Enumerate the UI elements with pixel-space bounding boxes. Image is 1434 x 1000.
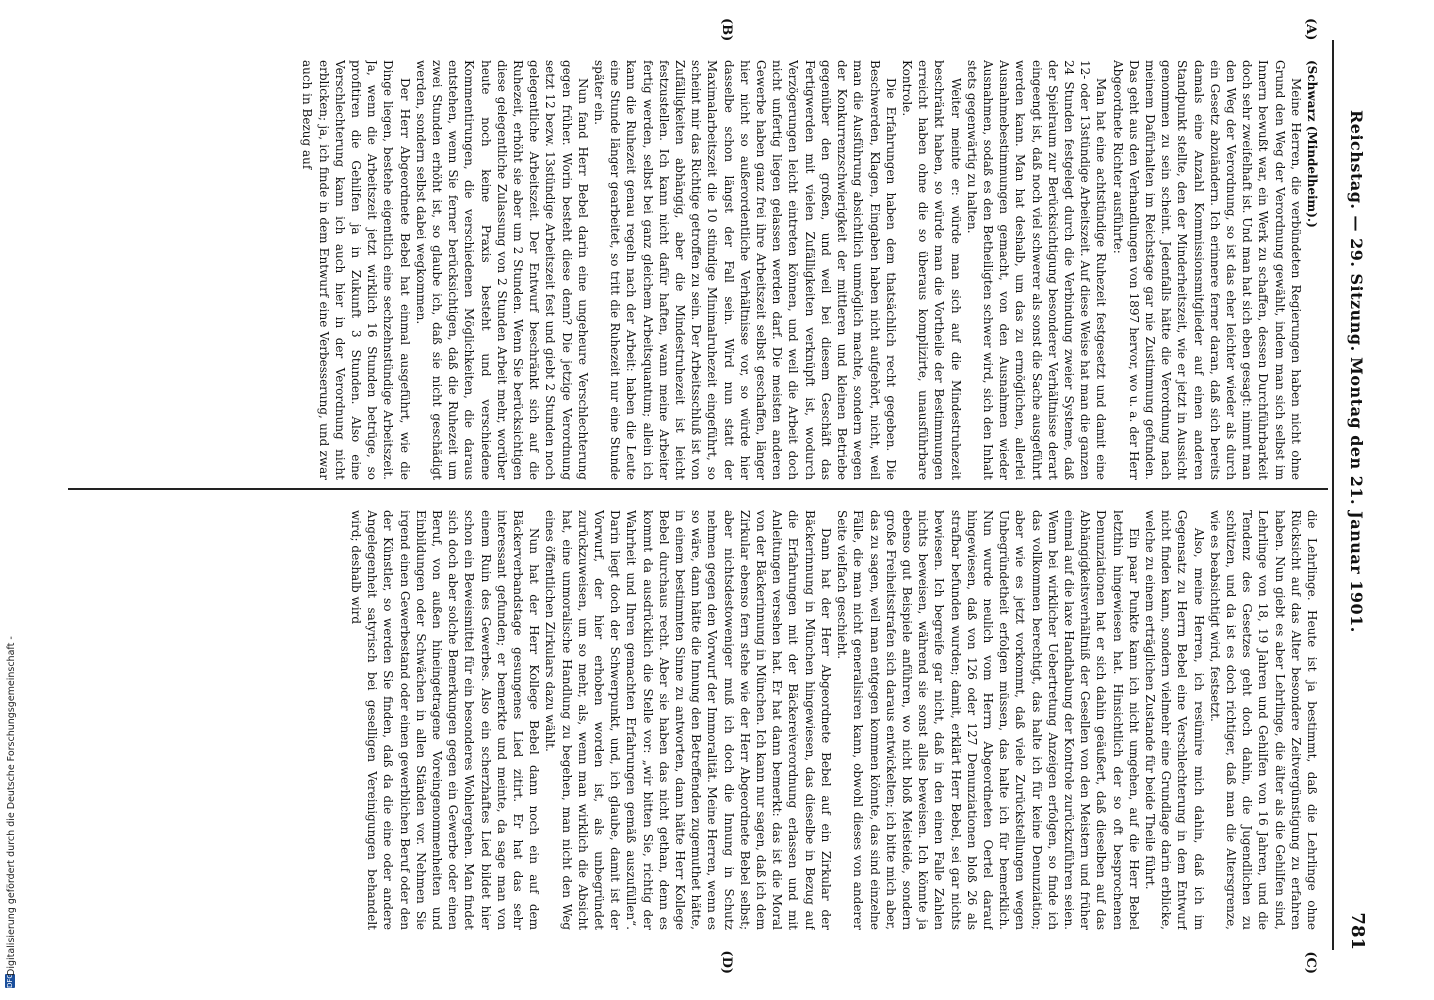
header-date: Montag den 21. Januar 1901. <box>1347 357 1366 633</box>
header-session: Reichstag. — 29. Sitzung. <box>1347 110 1366 352</box>
page-header <box>1332 40 1374 950</box>
paragraph: Dann hat der Herr Abgeordnete Bebel auf ein Zirkular der Bäckerinnung in München hingewiesen, das dieselbe in Bezug auf die Erfahrungen mit der Bäckereiverordnung erlassen und mit Anleitungen versehen hat. Er hat dann bemerkt: das ist die Moral von der Bäckerinnung in München. Ich kann nur sagen, daß ich dem Zirkular ebenso fern stehe wie der Herr Abgeordnete Bebel selbst; aber nichtsdestoweniger muß ich doch die Innung in Schutz nehmen gegen den Vorwurf der Immoralität. Meine Herren, wenn es so wäre, dann hätte die Innung den Betreffenden zugemuthet hätte, in einem bestimmten Sinne zu antworten, dann hätte Herr Kollege Bebel durchaus recht. Aber sie haben das nicht gethan, denn es kommt da ausdrücklich die Stelle vor: „wir bitten Sie, richtig der Wahrheit und Ihren gemachten Erfahrungen gemäß auszufüllen“. Darin liegt doch der Schwerpunkt, und, ich glaube, damit ist der Vorwurf, der hier erhoben worden ist, als unbegründet zurückzuweisen, um so mehr, als, wenn man wirklich die Absicht hat, eine unmoralische Handlung zu begehen, man nicht den Weg eines öffentlichen Zirkulars dazu wählt. <box>543 510 833 930</box>
paragraph: Meine Herren, die verbündeten Regierungen haben nicht ohne Grund den Weg der Verordnung gewählt, indem man sich selbst im Innern bewußt war, ein Werk zu schaffen, dessen Durchführbarkeit doch sehr zweifelhaft ist. Und man hat sich eben gesagt: nimmt man den Weg der Verordnung, so ist das eher leichter wieder als durch ein Gesetz abzuändern. Ich erinnere ferner daran, daß sich bereits damals eine Anzahl Kommissionsmitglieder auf einen anderen Standpunkt stellte, den der Minderheitszeit, wie er jetzt in Aussicht genommen zu sein scheint. Jedenfalls hätte die Verordnung nach meinem Dafürhalten im Reichstage gar nie Zustimmung gefunden. Das geht aus den Verhandlungen von 1897 hervor, wo u. a. der Herr Abgeordnete Richter ausführte: <box>1110 60 1303 480</box>
paragraph: Nun fand Herr Bebel darin eine ungeheure Verschlechterung gegen früher. Worin besteht diese denn? Die jetzige Verordnung setzt 12 bezw. 13stündige Arbeitszeit fest und giebt 2 Stunden noch gelegentliche Arbeitszeit. Der Entwurf beschränkt sich auf die Ruhezeit, erhöht sie aber um 2 Stunden. Wenn Sie berücksichtigen diese gelegentliche Zulassung von 2 Stunden Arbeit mehr, worüber heute noch keine Praxis besteht und verschiedene Kommentirungen, die verschiedenen Möglichkeiten, die daraus entstehen, wenn Sie ferner berücksichtigen, daß die Ruhezeit um zwei Stunden erhöht ist, so glaube ich, daß sie nicht geschädigt werden, sondern selbst dabei wegkommen. <box>413 60 590 480</box>
column-divider <box>68 488 1328 490</box>
paragraph: Die Erfahrungen haben dem thatsächlich recht gegeben. Die Beschwerden, Klagen, Eingaben haben nicht aufgehört, nicht, weil man die Ausführung absichtlich unmöglich machte, sondern wegen der Konkurrenzschwierigkeit der mittleren und kleinen Betriebe gegenüber den großen, und weil bei diesem Geschäft das Fertigwerden mit vielen Zufälligkeiten verknüpft ist, wodurch Verzögerungen leicht eintreten können, und weil die Arbeit doch nicht unfertig liegen gelassen werden darf. Die meisten anderen Gewerbe haben ganz frei ihre Arbeitszeit selbst geschaffen, länger hier nicht so außerordentliche Verhältnisse vor, so würde hier dasselbe schon längst der Fall sein. Wird nun statt der Maximalarbeitszeit die 10 stündige Minimalruhezeit eingeführt, so scheint mir das Richtige getroffen zu sein. Der Arbeitsschluß ist von Zufälligkeiten abhängig, aber die Mindestruhezeit ist leicht festzustellen. Ich kann nicht dafür haften, wann meine Arbeiter fertig werden, selbst bei ganz gleichem Arbeitsquantum; allein ich kann die Ruhezeit genau regeln nach der Arbeit: haben die Leute eine Stunde länger gearbeitet, so tritt die Ruhezeit nur eine Stunde später ein. <box>592 60 898 480</box>
margin-marker-c: (C) <box>1303 951 1318 974</box>
margin-marker-d: (D) <box>719 950 734 974</box>
digitization-credit <box>0 0 30 1000</box>
paragraph: Ein paar Punkte kann ich nicht umgehen, auf die Herr Bebel letzthin hingewiesen hat. Hinsichtlich der so oft besprochenen Denunziationen hat er sich dahin geäußert, daß dieselben auf das Abhängigkeitsverhältniß der Gesellen von den Meistern und früher einmal auf die laxe Handhabung der Kontrole zurückzuführen seien. Wenn bei wirklicher Uebertretung Anzeigen erfolgen, so finde ich das vollkommen berechtigt, das halte ich für keine Denunziation; aber wie es jetzt vorkommt, daß viele Zurückstellungen wegen Unbegründetheit erfolgen müssen, das halte ich für bemerklich. Nun wurde neulich vom Herrn Abgeordneten Oertel darauf hingewiesen, daß von 126 oder 127 Denunziationen bloß 26 als strafbar befunden wurden; damit, erklärt Herr Bebel, sei gar nichts bewiesen. Ich begreife gar nicht, daß in den einen Falle Zahlen nichts beweisen, während sie sonst alles beweisen. Ich könnte ja ebenso gut Beispiele anführen, wo nicht bloß Meisteide, sondern große Freiheitsstrafen sich daraus entwickelten; ich bitte mich aber, das zu sagen, weil man entgegen kommen könnte, das sind einzelne Fälle, die man nicht generalisiren kann, obwohl dieses von anderer Seite vielfach geschieht. <box>835 510 1141 930</box>
margin-marker-b: (B) <box>719 18 734 42</box>
page-number: 781 <box>1347 912 1368 950</box>
margin-marker-a: (A) <box>1303 18 1318 41</box>
paragraph: Der Herr Abgeordnete Bebel hat einmal ausgeführt, wie die Dinge liegen, bestehe eigentlich eine sechzehnstündige Arbeitszeit. Ja, wenn die Arbeitszeit jetzt wirklich 16 Stunden betrüge, so profitiren die Gehilfen ja in Zukunft 3 Stunden. Also eine Verschlechterung kann ich auch hier in der Verordnung nicht erblicken; ja, ich finde in dem Entwurf eine Verbesserung, und zwar auch in Bezug auf <box>300 60 412 480</box>
paragraph: Also, meine Herren, ich resümire mich dahin, daß ich im Gegensatz zu Herrn Bebel eine Verschlechterung in dem Entwurf nicht finden kann, sondern vielmehr eine Grundlage darin erblicke, welche zu einem erträglichen Zustande für beide Theile führt. <box>1142 510 1206 930</box>
left-column <box>90 60 1320 480</box>
credit-text: Digitalisierung gefördert durch die Deutsche Forschungsgemeinschaft - <box>6 636 17 976</box>
paragraph: Man hat eine achtstündige Ruhezeit festgesetzt und damit eine 12- oder 13stündige Arbeitszeit. Auf diese Weise hat man die ganzen 24 Stunden festgelegt durch die Verbindung zweier Systeme, daß der Spielraum zur Berücksichtigung besonderer Verhältnisse derart eingeengt ist, daß noch viel schwerer als sonst die Sache ausgeführt werden kann. Man hat deshalb, um das zu ermöglichen, allerlei Ausnahmebestimmungen gemacht, von den Ausnahmen wieder Ausnahmen, sodaß es den Betheiligten schwer wird, sich den Inhalt stets gegenwärtig zu halten. <box>964 60 1109 480</box>
paragraph: die Lehrlinge. Heute ist ja bestimmt, daß die Lehrlinge ohne Rücksicht auf das Alter besondere Zeitvergünstigung zu erfahren haben. Nun giebt es aber Lehrlinge, die älter als die Gehilfen sind, Lehrlinge von 18, 19 Jahren und Gehilfen von 16 Jahren, und die Tendenz des Gesetzes geht doch dahin, die Jugendlichen zu schützen, und da ist es doch richtiger, daß man die Altersgrenze, wie es beabsichtigt wird, festsetzt. <box>1207 510 1319 930</box>
speaker-name: (Schwarz (Mindelheim).) <box>1305 60 1319 228</box>
right-column <box>90 510 1320 930</box>
paragraph: Nun hat der Herr Kollege Bebel dann noch ein auf dem Bäckerverbandstage gesungenes Lied zitirt. Er hat das sehr interessant gefunden; er bemerkte und meinte, da sage man von einem Ruin des Gewerbes. Also ein scherzhaftes Lied bildet hier schon ein Beweismittel für ein besonderes Wohlergehen. Man findet sich doch aber solche Bemerkungen gegen ein Gewerbe oder einen Beruf, von außen hineingetragene Voreingenommenheiten und Einbildungen oder Schwächen in allen Ständen vor. Nehmen Sie irgend einen Gewerbestand oder einen gewerblichen Beruf oder den der Künstler, so werden Sie finden, daß da die eine oder andere Angelegenheit satyrisch bei geselligen Vereinigungen behandelt wird; deshalb wird <box>349 510 542 930</box>
paragraph: Weiter meinte er: würde man sich auf die Mindestruhezeit beschränkt haben, so würde man die Vortheile der Bestimmungen erreicht haben ohne die so überaus komplizirte, unausführbare Kontrole. <box>899 60 963 480</box>
dfg-logo-icon: DFG <box>5 973 14 988</box>
document-page <box>44 18 1374 974</box>
